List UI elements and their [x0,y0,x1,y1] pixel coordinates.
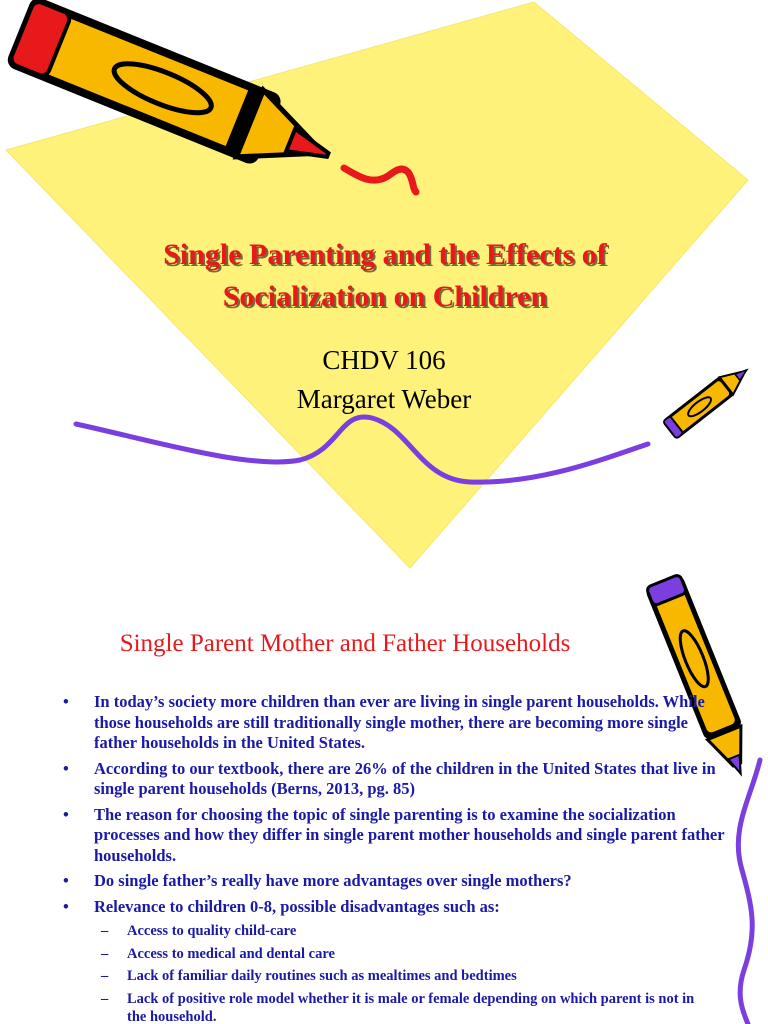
bullet-list [0,692,768,1024]
sub-bullet-item [0,990,768,1024]
bullet-marker: • [63,804,69,824]
bullet-text: In today’s society more children than ever are living in single parent households. While those households are still traditionally single mother, there are becoming more single father households in the United States. [94,692,705,752]
bullet-marker: • [63,758,69,778]
small-crayon-icon [662,360,754,439]
sub-bullet-item [0,922,768,941]
bullet-text: The reason for choosing the topic of single parenting is to examine the socialization processes and how they differ in single parent mother households and single parent father households. [94,804,725,865]
sub-bullet-text: Lack of positive role model whether it is male or female depending on which parent is not in the household. [127,990,695,1024]
bullet-text: Do single father’s really have more advantages over single mothers? [94,871,572,890]
sub-bullet-text: Access to medical and dental care [127,945,335,962]
slide-title: Single Parenting and the Effects of Socialization on Children [163,238,607,313]
course-code: CHDV 106 [322,345,446,375]
bullet-item [0,897,768,918]
bullet-item [0,759,768,800]
slide-title: Single Parent Mother and Father Households [119,630,571,657]
bullet-item [0,871,768,892]
bullet-marker: • [63,871,69,890]
sub-bullet-item [0,945,768,964]
sub-bullet-item [0,967,768,986]
bullet-marker: • [63,692,69,711]
sub-bullet-marker: – [101,968,109,984]
sub-bullet-marker: – [101,990,109,1007]
bullet-text: Relevance to children 0-8, possible disadvantages such as: [94,896,500,916]
bullet-text: According to our textbook, there are 26% of the children in the United States that live in single parent households (Berns, 2013, pg. 85) [94,758,716,798]
bullet-item [0,692,768,754]
content-slide [0,570,768,1024]
author-name: Margaret Weber [296,384,472,414]
sub-bullet-marker: – [101,923,109,939]
bullet-marker: • [63,896,69,916]
sub-bullet-text: Access to quality child-care [127,923,297,939]
bullet-item [0,805,768,867]
sub-bullet-text: Lack of familiar daily routines such as mealtimes and bedtimes [127,968,517,984]
sub-bullet-marker: – [101,945,109,962]
